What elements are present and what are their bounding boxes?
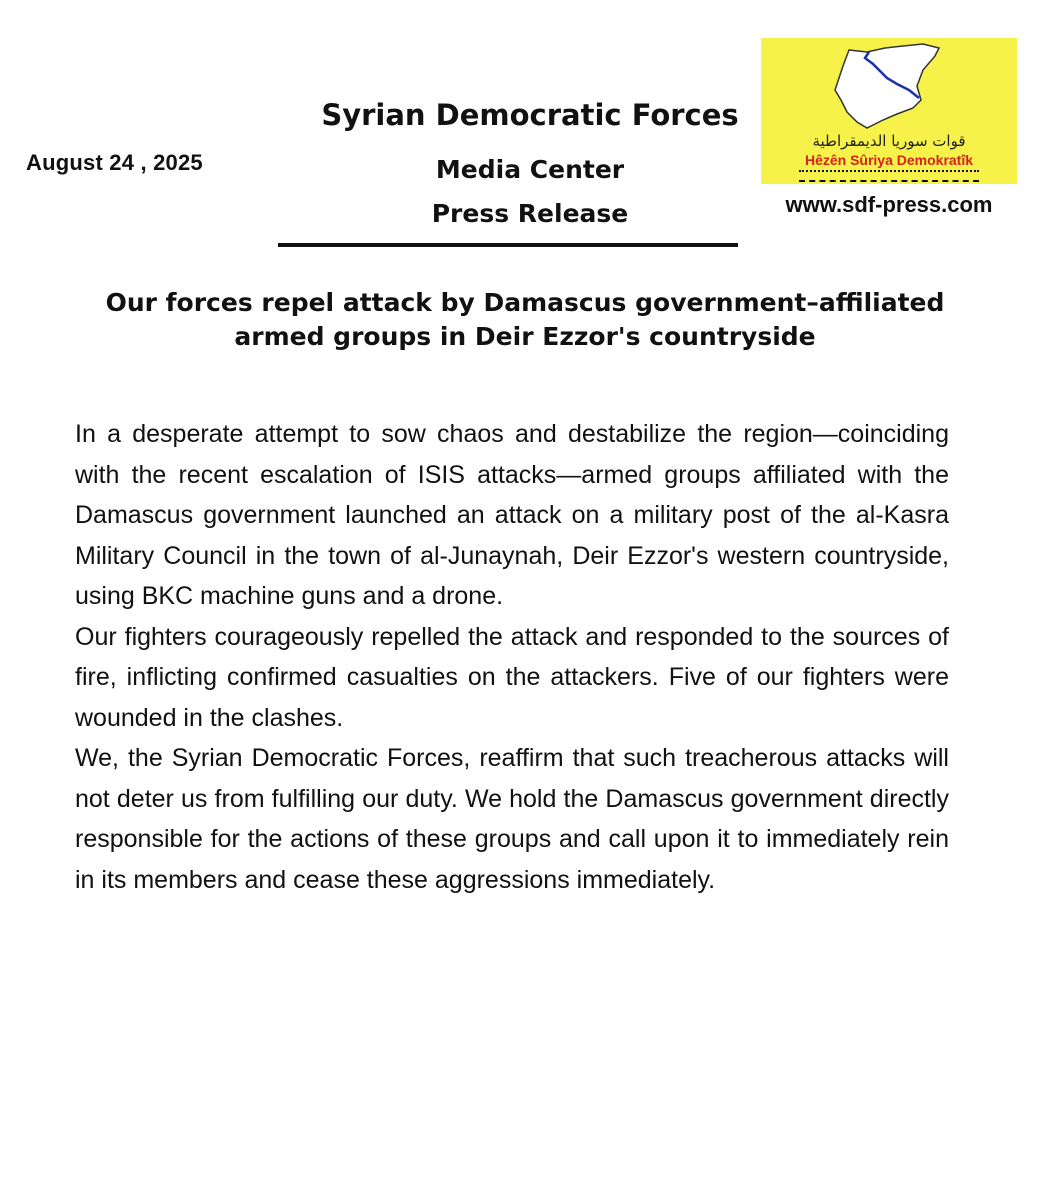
sdf-logo	[761, 38, 1017, 184]
department-title: Media Center	[435, 155, 625, 184]
logo-kurdish-name: Hêzên Sûriya Demokratîk	[804, 152, 974, 168]
press-release-body	[75, 414, 949, 900]
headline: Our forces repel attack by Damascus government–affiliated armed groups in Deir Ezzor's countryside	[105, 288, 945, 351]
logo-arabic-name: قوات سوريا الديمقراطية	[812, 132, 966, 150]
body-paragraph: In a desperate attempt to sow chaos and destabilize the region—coinciding with the recent escalation of ISIS attacks—armed groups affiliated with the Damascus government launched an attack on a military post of the al-Kasra Military Council in the town of al-Junaynah, Deir Ezzor's western countryside, using BKC machine guns and a drone.	[75, 420, 949, 610]
header-divider	[278, 243, 738, 247]
organization-title: Syrian Democratic Forces	[321, 98, 739, 132]
release-date: August 24 , 2025	[26, 150, 203, 175]
logo-syriac-script	[799, 170, 979, 182]
body-paragraph: Our fighters courageously repelled the attack and responded to the sources of fire, inflicting confirmed casualties on the attackers. Five of our fighters were wounded in the clashes.	[75, 622, 949, 732]
website-link[interactable]: www.sdf-press.com	[785, 192, 993, 217]
syria-map-icon	[827, 42, 951, 132]
body-paragraph: We, the Syrian Democratic Forces, reaffirm that such treacherous attacks will not deter us from fulfilling our duty. We hold the Damascus government directly responsible for the actions of these groups and call upon it to immediately rein in its members and cease these aggressions immediately.	[75, 744, 949, 894]
document-type-title: Press Release	[431, 199, 629, 228]
